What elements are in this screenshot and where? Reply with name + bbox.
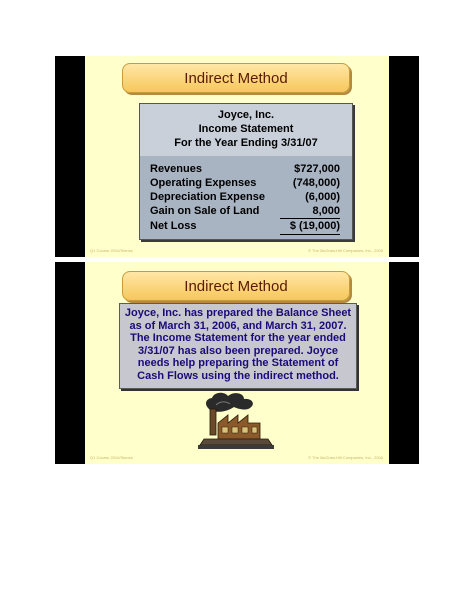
row-label: Revenues <box>150 163 202 175</box>
slide-title: Indirect Method <box>122 271 350 301</box>
row-value: 8,000 <box>312 205 340 217</box>
company-name: Joyce, Inc. <box>217 109 275 121</box>
row-value: $ (19,000) <box>289 220 340 232</box>
slide-footer-right: © The McGraw-Hill Companies, Inc., 2006 <box>308 248 383 253</box>
row-value: (6,000) <box>305 191 340 203</box>
row-value: (748,000) <box>292 177 340 189</box>
factory-icon <box>198 389 274 451</box>
text-line: Cash Flows using the indirect method. <box>137 369 339 382</box>
statement-period: For the Year Ending 3/31/07 <box>174 137 318 149</box>
total-line <box>280 234 340 235</box>
intro-text-box <box>119 303 357 389</box>
statement-header <box>140 104 352 156</box>
statement-name: Income Statement <box>198 123 294 135</box>
text-line: Joyce, Inc. has prepared the Balance Sheet <box>124 307 352 319</box>
row-label: Depreciation Expense <box>150 191 265 203</box>
row-value: $727,000 <box>294 163 340 175</box>
statement-row-net-loss <box>150 220 340 233</box>
subtotal-line <box>280 218 340 219</box>
text-line: The Income Statement for the year ended <box>130 332 346 344</box>
statement-row-gain-on-sale <box>150 205 340 218</box>
slide-income-statement <box>55 56 419 257</box>
row-label: Operating Expenses <box>150 177 257 189</box>
income-statement-table <box>139 103 353 240</box>
slide-footer-left: Q1 Course 2010/Stanss <box>90 455 133 460</box>
statement-row-revenues <box>150 163 340 176</box>
row-label: Net Loss <box>150 220 197 232</box>
slide-footer-left: Q1 Course 2010/Stanss <box>90 248 133 253</box>
text-line: needs help preparing the Statement of <box>137 357 339 369</box>
slide-indirect-method-intro <box>55 262 419 464</box>
statement-row-operating-expenses <box>150 177 340 190</box>
row-label: Gain on Sale of Land <box>150 205 260 217</box>
slide-title: Indirect Method <box>122 63 350 93</box>
statement-row-depreciation <box>150 191 340 204</box>
slide-footer-right: © The McGraw-Hill Companies, Inc., 2006 <box>308 455 383 460</box>
text-line: 3/31/07 has also been prepared. Joyce <box>138 344 338 357</box>
text-line: as of March 31, 2006, and March 31, 2007. <box>129 319 347 332</box>
